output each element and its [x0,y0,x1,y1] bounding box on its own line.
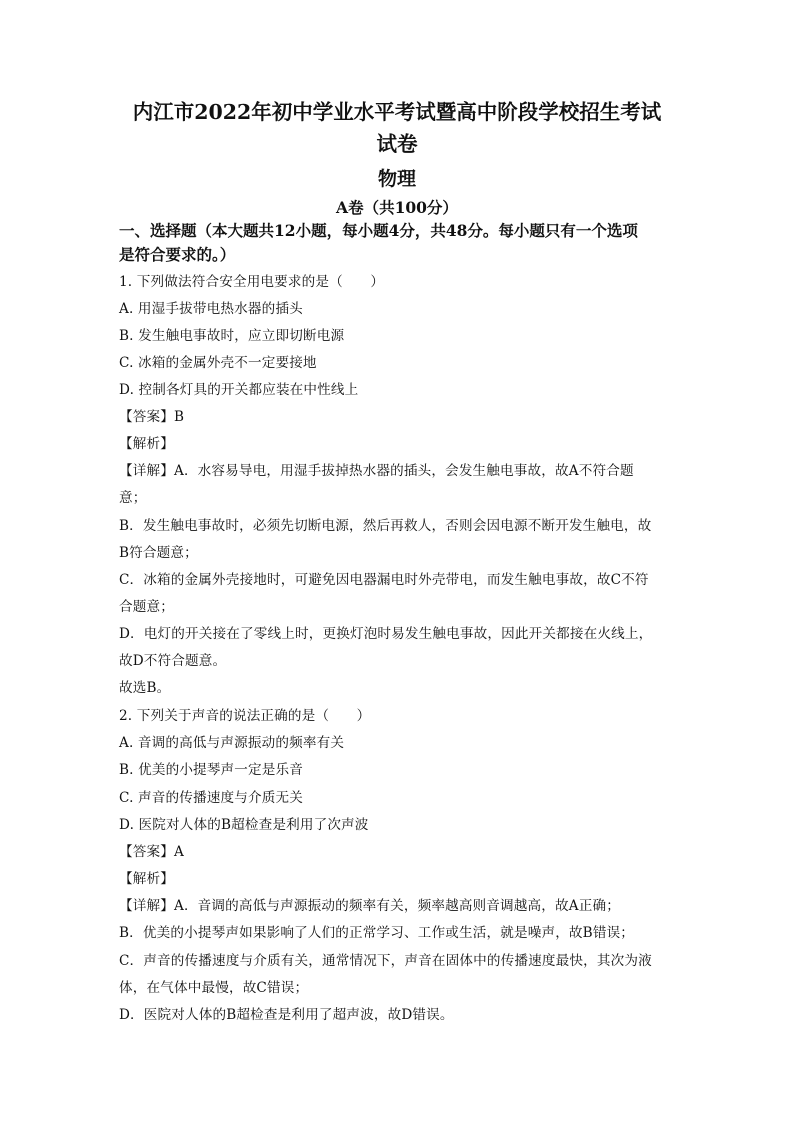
question-1-detail-line: 故D不符合题意。 [119,653,227,669]
question-2-option-c: C. 声音的传播速度与介质无关 [119,790,303,806]
question-1-option-b: B. 发生触电事故时，应立即切断电源 [119,328,345,344]
question-2-option-d: D. 医院对人体的B超检查是利用了次声波 [119,817,369,833]
question-2-answer: 【答案】A [119,844,184,860]
question-1-analysis-label: 【解析】 [119,436,174,452]
question-2-detail-line: 【详解】A．音调的高低与声源振动的频率有关，频率越高则音调越高，故A正确； [119,898,620,914]
question-1-option-d: D. 控制各灯具的开关都应装在中性线上 [119,382,359,398]
question-2-stem: 2. 下列关于声音的说法正确的是（ ） [119,708,371,724]
question-2-detail-line: D．医院对人体的B超检查是利用了超声波，故D错误。 [119,1007,454,1023]
subject-title: 物理 [377,168,416,190]
question-1-option-c: C. 冰箱的金属外壳不一定要接地 [119,355,317,371]
question-1-detail-line: C．冰箱的金属外壳接地时，可避免因电器漏电时外壳带电，而发生触电事故，故C不符 [119,572,649,588]
question-1-detail-line: 合题意； [119,599,174,615]
exam-title-line1: 内江市2022年初中学业水平考试暨高中阶段学校招生考试 [132,100,662,124]
question-1-detail-line: B．发生触电事故时，必须先切断电源，然后再救人，否则会因电源不断开发生触电，故 [119,518,652,534]
question-1-detail-line: D．电灯的开关接在了零线上时，更换灯泡时易发生触电事故，因此开关都接在火线上， [119,626,653,642]
question-2-analysis-label: 【解析】 [119,871,174,887]
question-2-option-b: B. 优美的小提琴声一定是乐音 [119,762,304,778]
question-1-option-a: A. 用湿手拔带电热水器的插头 [119,301,303,317]
section-heading-line2: 是符合要求的。） [119,245,236,264]
question-1-conclusion: 故选B。 [119,680,171,696]
question-2-detail-line: C．声音的传播速度与介质有关，通常情况下，声音在固体中的传播速度最快，其次为液 [119,953,652,969]
question-2-option-a: A. 音调的高低与声源振动的频率有关 [119,735,345,751]
section-heading-line1: 一、选择题（本大题共12小题，每小题4分，共48分。每小题只有一个选项 [119,221,638,240]
question-2-detail-line: 体，在气体中最慢，故C错误； [119,980,309,996]
question-1-stem: 1. 下列做法符合安全用电要求的是（ ） [119,274,385,290]
paper-part-title: A卷（共100分） [336,198,458,217]
question-1-detail-line: B符合题意； [119,545,198,561]
exam-title-line2: 试卷 [376,132,418,156]
question-1-detail-line: 【详解】A．水容易导电，用湿手拔掉热水器的插头，会发生触电事故，故A不符合题 [119,463,634,479]
question-2-detail-line: B．优美的小提琴声如果影响了人们的正常学习、工作或生活，就是噪声，故B错误； [119,925,635,941]
question-1-detail-line: 意； [119,490,147,506]
question-1-answer: 【答案】B [119,409,185,425]
